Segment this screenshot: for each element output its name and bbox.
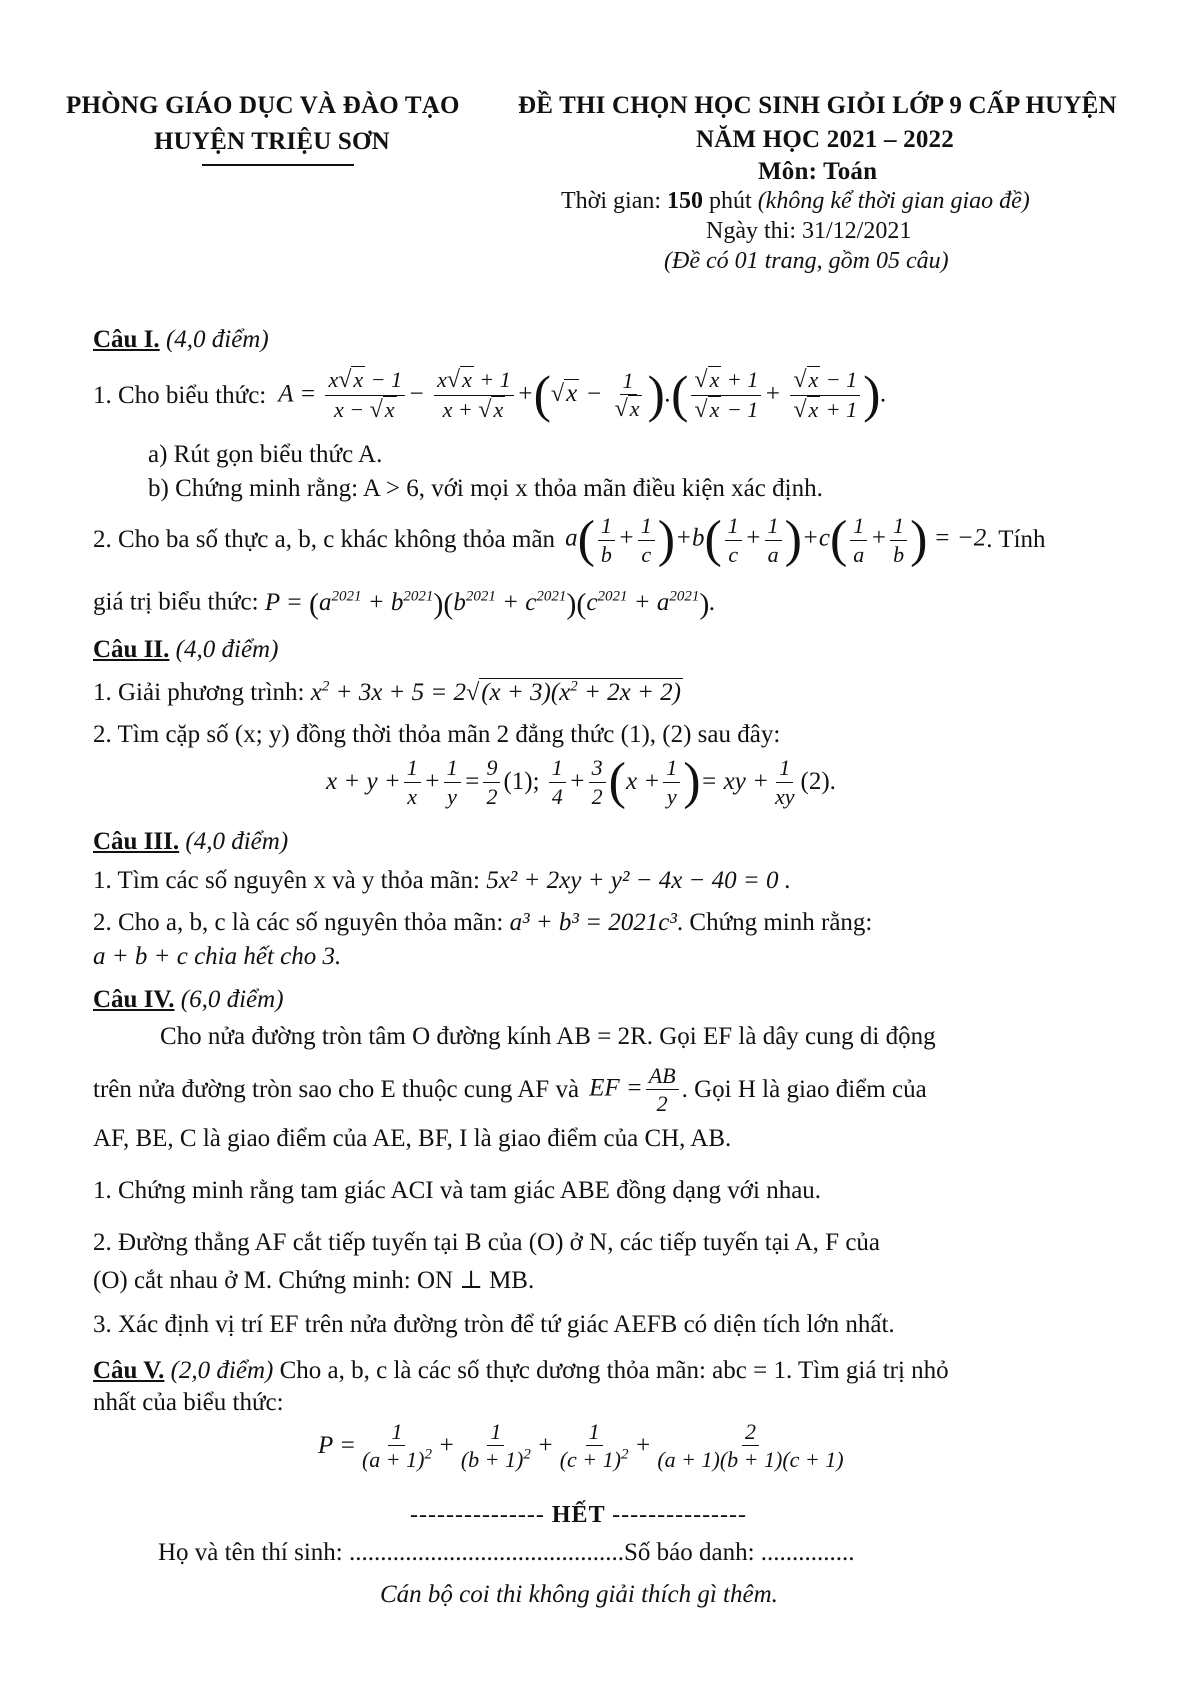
- candidate-number-blank: ...............: [760, 1539, 855, 1566]
- q3-p2-label: 2. Cho a, b, c là các số nguyên thỏa mãn:: [93, 909, 504, 936]
- q1-p2-line2: [93, 586, 716, 622]
- q3-p2-tail: . Chứng minh rằng:: [676, 909, 873, 936]
- q4-intro-line3: AF, BE, C là giao điểm của AE, BF, I là giao điểm của CH, AB.: [93, 1125, 732, 1152]
- school-year: NĂM HỌC 2021 – 2022: [696, 126, 954, 153]
- candidate-line: [158, 1538, 855, 1568]
- q3-p2-equation: a³ + b³ = 2021c³: [509, 909, 677, 936]
- q5-text: Cho a, b, c là các số thực dương thỏa mãn: abc = 1. Tìm giá trị nhỏ: [273, 1357, 949, 1384]
- q4-points: (6,0 điểm): [180, 986, 284, 1013]
- time-unit: phút: [703, 188, 758, 214]
- exam-date: Ngày thi: 31/12/2021: [706, 218, 912, 244]
- q1-p2-intro: 2. Cho ba số thực a, b, c khác không thỏa mãn: [93, 526, 556, 553]
- q1-part-b: b) Chứng minh rằng: A > 6, với mọi x thỏa mãn điều kiện xác định.: [148, 475, 823, 502]
- q3-heading: [93, 828, 288, 856]
- candidate-name-blank: ............................................: [348, 1539, 624, 1566]
- q1-p2-line: [93, 511, 1046, 568]
- q4-p2-line2: (O) cắt nhau ở M. Chứng minh: ON ⊥ MB.: [93, 1267, 535, 1294]
- q3-points: (4,0 điểm): [185, 828, 289, 855]
- candidate-name-label: Họ và tên thí sinh:: [158, 1539, 349, 1566]
- end-marker: --------------- HẾT ---------------: [410, 1502, 748, 1528]
- q2-system: x + y + $\frac{1}{x}$ + $\frac{1}{y}$ = $\frac{9}{2}$ (1); $\frac{1}{4}$ + $\frac{3}{2}$ ( x + $\frac{1}{y}$ ) = xy + $\frac{1}{xy}$ (2).: [326, 753, 836, 810]
- q5-line2: nhất của biểu thức:: [93, 1389, 284, 1416]
- header-district: HUYỆN TRIỆU SƠN: [154, 128, 390, 155]
- invigilator-note: Cán bộ coi thi không giải thích gì thêm.: [380, 1581, 778, 1608]
- q5-expression: P = $\frac{1}{(a + 1)^2}$ + $\frac{1}{(b + 1)^2}$ + $\frac{1}{(c + 1)^2}$ + $\frac{2}{(a + 1)(b + 1)(c + 1)}$: [318, 1419, 844, 1473]
- q1-points: (4,0 điểm): [165, 326, 269, 353]
- q5-line1: [93, 1356, 949, 1386]
- exam-duration: [561, 188, 1030, 215]
- q3-label: Câu III.: [93, 828, 180, 855]
- q4-p1: 1. Chứng minh rằng tam giác ACI và tam giác ABE đồng dạng với nhau.: [93, 1177, 822, 1204]
- q3-p2: [93, 908, 872, 938]
- q4-p3: 3. Xác định vị trí EF trên nửa đường tròn để tứ giác AEFB có diện tích lớn nhất.: [93, 1311, 895, 1338]
- q5-points: (2,0 điểm): [170, 1357, 274, 1384]
- expression-A: A = $\frac{x√x - 1}{x - √x}$ − $\frac{x√x + 1}{x + √x}$ +(√x − $\frac{1}{√x}$ ).( $\frac{√x + 1}{√x - 1}$ + $\frac{√x - 1}{√x + 1}$ ).: [278, 366, 887, 424]
- q2-equation: $x^2 + 3x + 5 = 2√(x + 3)(x^2 + 2x + 2)$: [310, 678, 681, 706]
- q3-p1: [93, 866, 791, 896]
- q1-expression-line: [93, 368, 887, 423]
- q1-part-a: a) Rút gọn biểu thức A.: [148, 441, 383, 468]
- header-divider: [202, 164, 354, 166]
- q3-p1-equation: 5x² + 2xy + y² − 4x − 40 = 0 .: [486, 867, 792, 894]
- q2-p1-label: 1. Giải phương trình:: [93, 679, 305, 706]
- q1-p2-tail: . Tính: [986, 526, 1046, 553]
- q5-label: Câu V.: [93, 1357, 165, 1384]
- q4-label: Câu IV.: [93, 986, 175, 1013]
- q1-p1-intro: 1. Cho biểu thức:: [93, 381, 267, 409]
- time-note: (không kể thời gian giao đề): [757, 188, 1030, 214]
- q2-points: (4,0 điểm): [175, 636, 279, 663]
- q4-ef-condition: EF = $\frac{AB}{2}$: [589, 1064, 682, 1115]
- header-department: PHÒNG GIÁO DỤC VÀ ĐÀO TẠO: [66, 92, 460, 119]
- q3-p1-label: 1. Tìm các số nguyên x và y thỏa mãn:: [93, 867, 480, 894]
- q2-p2: 2. Tìm cặp số (x; y) đồng thời thỏa mãn 2 đẳng thức (1), (2) sau đây:: [93, 721, 781, 748]
- q1-p2-condition: a( $\frac{1}{b}$ + $\frac{1}{c}$ )+b( $\frac{1}{c}$ + $\frac{1}{a}$ )+c( $\frac{1}{a}$ + $\frac{1}{b}$ ) = −2: [565, 511, 987, 568]
- expression-P: $P = (a^{2021} + b^{2021})(b^{2021} + c^{2021})(c^{2021} + a^{2021})$.: [264, 587, 716, 620]
- exam-title: ĐỀ THI CHỌN HỌC SINH GIỎI LỚP 9 CẤP HUYỆN: [518, 92, 1117, 119]
- q4-intro-2a: trên nửa đường tròn sao cho E thuộc cung AF và: [93, 1075, 580, 1103]
- q1-heading: [93, 326, 269, 354]
- page-note: (Đề có 01 trang, gồm 05 câu): [664, 248, 949, 274]
- q4-heading: [93, 986, 284, 1014]
- q4-p2-line1: 2. Đường thẳng AF cắt tiếp tuyến tại B của (O) ở N, các tiếp tuyến tại A, F của: [93, 1229, 881, 1256]
- time-value: 150: [667, 188, 704, 214]
- q3-p2-line2: a + b + c chia hết cho 3.: [93, 943, 342, 970]
- q4-intro-2b: . Gọi H là giao điểm của: [681, 1075, 927, 1103]
- q2-label: Câu II.: [93, 636, 170, 663]
- q1-label: Câu I.: [93, 326, 160, 353]
- q2-heading: [93, 636, 278, 664]
- q1-p2-label: giá trị biểu thức:: [93, 588, 259, 616]
- end-text: HẾT: [551, 1502, 606, 1528]
- q4-intro-line1: Cho nửa đường tròn tâm O đường kính AB = 2R. Gọi EF là dây cung di động: [160, 1023, 936, 1050]
- time-label: Thời gian:: [561, 188, 668, 214]
- q4-intro-line2: [93, 1064, 927, 1115]
- q2-p1: [93, 678, 683, 708]
- subject: Môn: Toán: [758, 158, 878, 185]
- candidate-number-label: Số báo danh:: [623, 1539, 761, 1566]
